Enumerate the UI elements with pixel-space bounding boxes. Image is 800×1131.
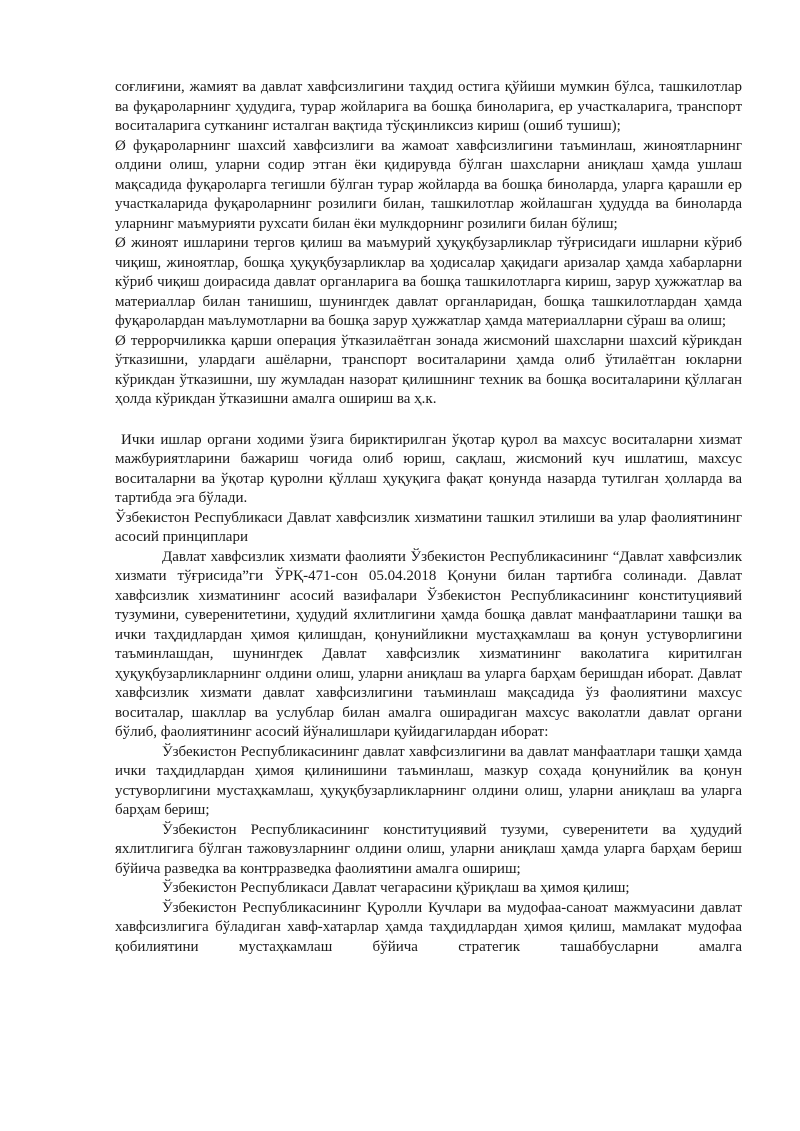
document-page (115, 78, 742, 957)
paragraph-bullet-counter-terrorism: Ø террорчиликка қарши операция ўтказилаётган зонада жисмоний шахсларни шахсий кўрикдан ўтказишни, улардаги ашёларни, транспорт воситаларини ҳамда олиб ўтилаётган юкларни кўрикдан ўтказишни, шу жумладан назорат қилишнинг техник ва бошқа воситаларини қўллаган ҳолда кўрикдан ўтказишни амалга ошириш ва ҳ.к. (115, 332, 742, 407)
paragraph-bullet-personal-safety: Ø фуқароларнинг шахсий хавфсизлиги ва жамоат хавфсизлигини таъминлаш, жиноятларнинг олдини олиш, уларни содир этган ёки қидирувда бўлган шахсларни аниқлаш ҳамда ушлаш мақсадида фуқароларга тегишли бўлган турар жойларда ва бошқа биноларда, уларга қарашли ер участкаларида фуқароларнинг розилиги билан, ташкилотлар жойлашган ҳудудда ва биноларда уларнинг маъмурияти рухсати билан ёки мулкдорнинг розилиги билан бўлиш; (115, 137, 742, 232)
paragraph-sss-overview: Давлат хавфсизлик хизмати фаолияти Ўзбекистон Республикасининг “Давлат хавфсизлик хизмати тўғрисида”ги ЎРҚ-471-сон 05.04.2018 Қонуни билан тартибга солинади. Давлат хавфсизлик хизматининг асосий вазифалари Ўзбекистон Республикасининг конституциявий тузумини, суверенитетини, ҳудудий яхлитлигини ҳамда бошқа давлат манфаатларини ташқи ва ички таҳдидлардан ҳимоя қилишдан, қонунийликни мустаҳкамлаш ва қонун устуворлигини таъминлашдан, шунингдек Давлат хавфсизлик хизматининг ваколатига киритилган ҳуқуқбузарликларнинг олдини олиш, уларни аниқлаш ва уларга барҳам беришдан иборат. Давлат хавфсизлик хизмати давлат хавфсизлигини таъминлаш мақсадида ўз фаолиятини махсус воситалар, шакллар ва услублар билан амалга оширадиган махсус ваколатли давлат органи бўлиб, фаолиятининг асосий йўналишлари қуйидагилардан иборат: (115, 548, 742, 740)
paragraph-direction-4: Ўзбекистон Республикасининг Қуролли Кучлари ва мудофаа-саноат мажмуасини давлат хавфсизлигига бўладиган хавф-хатарлар ҳамда таҳдидлардан ҳимоя қилиш, мамлакат мудофаа қобилиятини мустаҳкамлаш бўйича стратегик ташаббусларни амалга (115, 899, 742, 955)
paragraph-access-continuation: соғлиғини, жамият ва давлат хавфсизлигини таҳдид остига қўйиши мумкин бўлса, ташкилотлар ва фуқароларнинг ҳудудига, турар жойларига ва бошқа биноларига, ер участкаларига, транспорт воситаларига сутканинг исталган вақтида тўсқинликсиз кириш (ошиб тушиш); (115, 79, 742, 134)
paragraph-weapons-rights: Ички ишлар органи ходими ўзига бириктирилган ўқотар қурол ва махсус воситаларни хизмат мажбуриятларини бажариш чоғида олиб юриш, сақлаш, жисмоний куч ишлатиш, махсус воситаларни ва ўқотар қуролни қўллаш ҳуқуқига фақат қонунда назарда тутилган ҳолларда ва тартибда эга бўлади. (115, 431, 742, 506)
paragraph-direction-1: Ўзбекистон Республикасининг давлат хавфсизлигини ва давлат манфаатлари ташқи ҳамда ички таҳдидлардан ҳимоя қилинишини таъминлаш, мазкур соҳада қонунийлик ва қонун устуворлигини мустаҳкамлаш, ҳуқуқбузарликларнинг олдини олиш, уларни аниқлаш ва уларга барҳам бериш; (115, 743, 742, 818)
section-heading: Ўзбекистон Республикаси Давлат хавфсизлик хизматини ташкил этилиши ва улар фаолиятининг асосий принциплари (115, 509, 742, 545)
paragraph-bullet-investigation: Ø жиноят ишларини тергов қилиш ва маъмурий ҳуқуқбузарликлар тўғрисидаги ишларни кўриб чиқиш, жиноятлар, бошқа ҳуқуқбузарликлар ва ҳодисалар ҳақидаги аризалар ҳамда хабарларни кўриб чиқиш доирасида давлат органларига ва бошқа ташкилотларга кириш, зарур ҳужжатлар ва материаллар билан танишиш, шунингдек давлат органларидан, бошқа ташкилотлардан ҳамда фуқаролардан маълумотларни ва бошқа зарур ҳужжатлар ҳамда материалларни сўраш ва олиш; (115, 235, 742, 329)
paragraph-direction-2: Ўзбекистон Республикасининг конституциявий тузуми, суверенитети ва ҳудудий яхлитлигига бўлган тажовузларнинг олдини олиш, уларни аниқлаш ҳамда уларга барҳам бериш бўйича разведка ва контрразведка фаолиятини амалга ошириш; (115, 821, 742, 877)
paragraph-direction-3: Ўзбекистон Республикаси Давлат чегарасини қўриқлаш ва ҳимоя қилиш; (162, 880, 630, 896)
